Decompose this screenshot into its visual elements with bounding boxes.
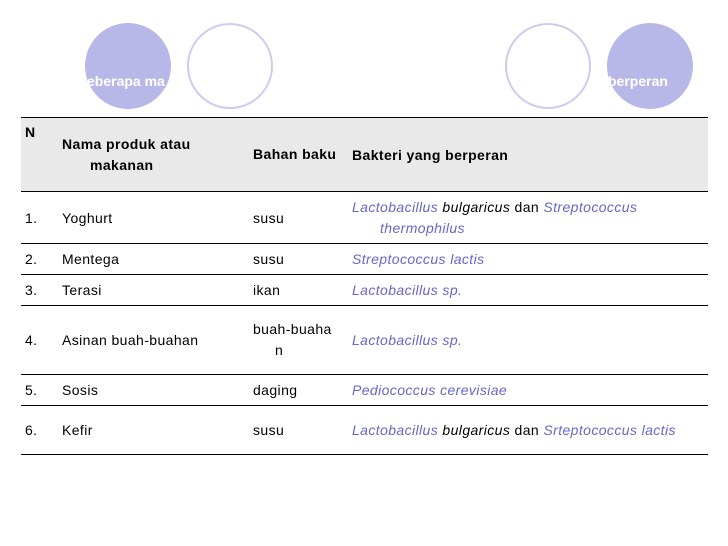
bacteria-cell: Lactobacillus sp. (343, 306, 708, 375)
bacteria-cell: Streptococcus lactis (343, 244, 708, 275)
col-header-no: N (21, 118, 53, 192)
slide-title: mentas (388, 32, 448, 51)
table-row: 4. Asinan buah-buahan buah-buahan Lactobacillus sp. (21, 306, 708, 375)
col-header-material: Bahan baku (244, 118, 343, 192)
table-header-row (21, 118, 708, 192)
table-row: 6. Kefir susu Lactobacillus bulgaricus dan Srteptococcus lactis (21, 406, 708, 455)
col-header-product: Nama produk atau makanan (53, 118, 244, 192)
bacteria-cell: Lactobacillus bulgaricus dan Streptococcus thermophilus (343, 192, 708, 244)
slide-header (0, 0, 728, 115)
bacteria-cell: Lactobacillus sp. (343, 275, 708, 306)
table-row: 2. Mentega susu Streptococcus lactis (21, 244, 708, 275)
slide-subtitle-left: eberapa ma (87, 73, 165, 89)
col-header-bacteria: Bakteri yang berperan (343, 118, 708, 192)
decor-circle-2 (187, 23, 273, 109)
bacteria-cell: Lactobacillus bulgaricus dan Srteptococcus lactis (343, 406, 708, 455)
table-row: 1. Yoghurt susu Lactobacillus bulgaricus dan Streptococcus thermophilus (21, 192, 708, 244)
bacteria-cell: Pediococcus cerevisiae (343, 375, 708, 406)
table-row: 3. Terasi ikan Lactobacillus sp. (21, 275, 708, 306)
slide-subtitle-mid: an mikroo (371, 73, 438, 89)
table-row: 5. Sosis daging Pediococcus cerevisiae (21, 375, 708, 406)
decor-circle-4 (607, 23, 693, 109)
decor-circle-1 (85, 23, 171, 109)
slide-subtitle-right: berperan (608, 73, 668, 89)
decor-circle-3 (505, 23, 591, 109)
fermentation-table (21, 117, 708, 455)
